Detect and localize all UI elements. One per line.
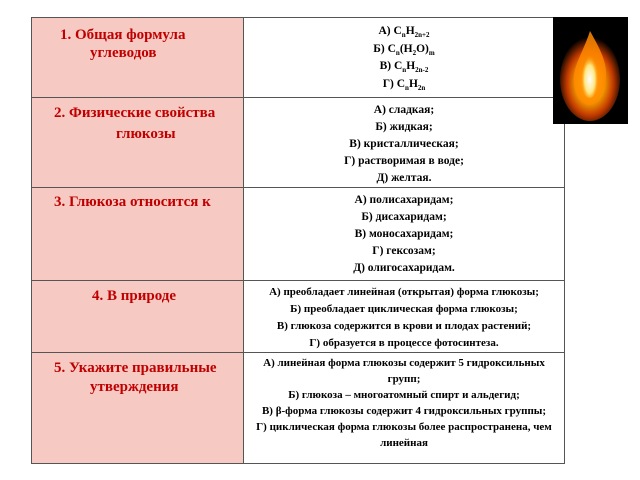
answer-list-1: [244, 18, 564, 93]
candle-flame-image: [553, 17, 628, 124]
answer-list-2: [244, 98, 564, 187]
answer-option: В) β-форма глюкозы содержит 4 гидроксильных группы;: [261, 405, 547, 417]
answer-option: Г) циклическая форма глюкозы более распространена, чем линейная: [256, 421, 552, 449]
quiz-table: [31, 17, 565, 464]
answer-cell-3: [244, 188, 565, 281]
answer-option: Г) образуется в процессе фотосинтеза.: [309, 337, 499, 349]
question-row-3: [32, 188, 565, 281]
answer-cell-2: [244, 98, 565, 188]
formula-option-a: А) $С_nН_{2n+2}$: [378, 25, 430, 39]
question-3-line-1: 3. Глюкоза относится к: [54, 194, 211, 210]
answer-cell-4: [244, 281, 565, 353]
question-5-line-2: утверждения: [90, 379, 179, 395]
answer-option: В) моносахаридам;: [354, 228, 454, 240]
answer-option: Б) преобладает циклическая форма глюкозы;: [290, 303, 518, 315]
question-1-line-1: 1. Общая формула: [60, 27, 186, 43]
candle-flame-icon: [553, 17, 628, 124]
question-cell-2: [32, 98, 244, 188]
answer-option: Б) дисахаридам;: [361, 211, 447, 223]
answer-option: Д) олигосахаридам.: [353, 262, 455, 274]
question-4-line-1: 4. В природе: [92, 288, 177, 304]
formula-option-c: В) $С_nН_{2n-2}$: [379, 60, 429, 74]
answer-option: А) полисахаридам;: [354, 194, 454, 206]
question-cell-3: [32, 188, 244, 281]
formula-option-b: Б) $С_n(Н_2О)_m$: [373, 42, 435, 57]
answer-option: Д) желтая.: [376, 172, 432, 184]
question-row-1: [32, 18, 565, 98]
question-5-title: [32, 353, 243, 396]
question-2-line-1: 2. Физические свойства: [54, 105, 216, 121]
question-5-line-1: 5. Укажите правильные: [54, 360, 217, 376]
answer-option: В) кристаллическая;: [349, 138, 459, 150]
answer-option: А) преобладает линейная (открытая) форма глюкозы;: [269, 286, 539, 298]
question-cell-5: [32, 353, 244, 464]
answer-option: Г) растворимая в воде;: [344, 155, 464, 167]
answer-option: А) сладкая;: [373, 104, 435, 116]
answer-list-4: [244, 281, 564, 352]
answer-list-3: [244, 188, 564, 277]
question-2-line-2: глюкозы: [116, 126, 176, 142]
answer-list-5: [244, 353, 564, 451]
question-row-5: [32, 353, 565, 464]
question-1-line-2: углеводов: [90, 45, 157, 61]
formula-option-d: Г) $С_nН_{2n}$: [382, 77, 426, 92]
answer-option: Б) жидкая;: [375, 121, 433, 133]
question-2-title: [32, 98, 243, 143]
answer-cell-5: [244, 353, 565, 464]
answer-cell-1: [244, 18, 565, 98]
question-cell-1: [32, 18, 244, 98]
question-3-title: [32, 188, 243, 211]
question-1-title: [32, 18, 243, 62]
question-row-2: [32, 98, 565, 188]
answer-option: Б) глюкоза – многоатомный спирт и альдегид;: [288, 389, 520, 401]
answer-option: А) линейная форма глюкозы содержит 5 гидроксильных групп;: [263, 357, 545, 385]
answer-option: Г) гексозам;: [372, 245, 436, 257]
answer-option: В) глюкоза содержится в крови и плодах растений;: [276, 320, 532, 332]
question-row-4: [32, 281, 565, 353]
question-cell-4: [32, 281, 244, 353]
question-4-title: [32, 281, 243, 305]
